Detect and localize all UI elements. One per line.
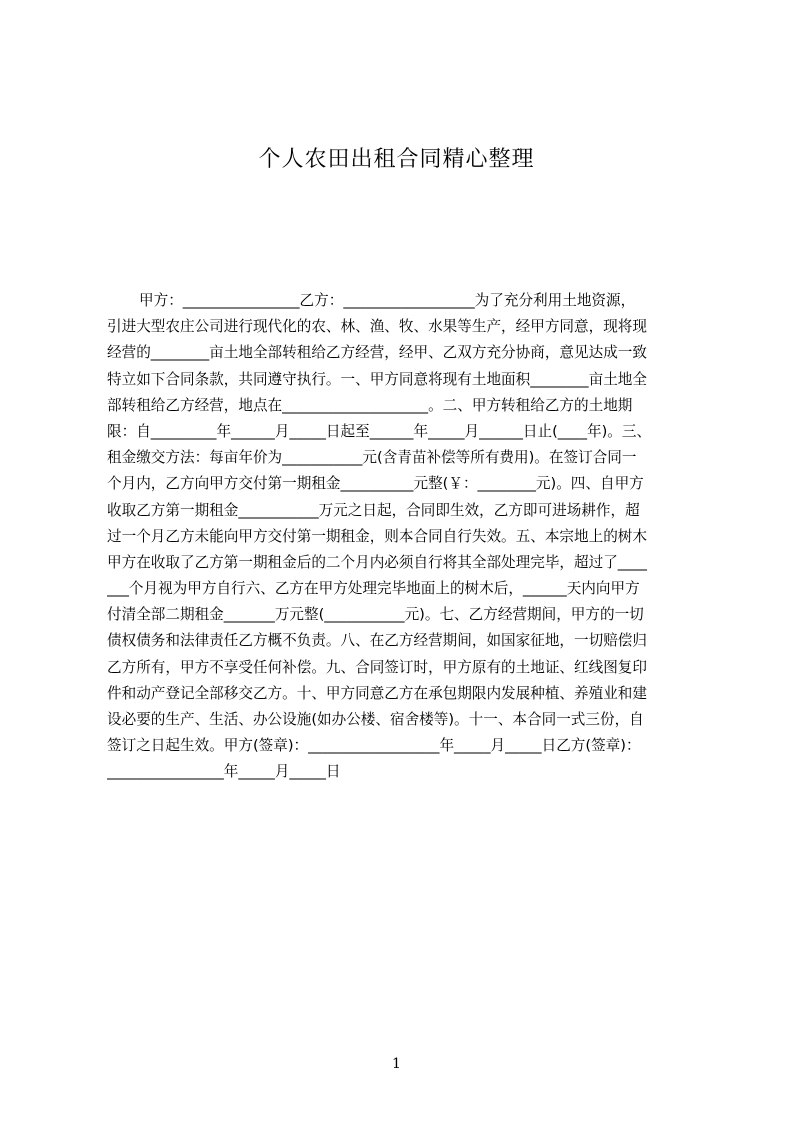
body-line: 签订之日起生效。甲方(签章)：__________________年_____月_____日乙方(签章)： — [107, 737, 641, 755]
body-line: 件和动产登记全部移交乙方。十、甲方同意乙方在承包期限内发展种植、养殖业和建 — [107, 684, 647, 702]
body-line: 甲方在收取了乙方第一期租金后的二个月内必须自行将其全部处理完毕，超过了____ — [107, 553, 647, 571]
body-line: 乙方所有，甲方不享受任何补偿。九、合同签订时，甲方原有的土地证、红线图复印 — [107, 658, 647, 676]
contract-body — [107, 288, 700, 786]
body-line: 个月内，乙方向甲方交付第一期租金__________元整(￥：________元)。四、自甲方 — [107, 475, 644, 493]
body-line: 租金缴交方法：每亩年价为___________元(含青苗补偿等所有费用)。在签订合同一 — [107, 449, 637, 467]
body-line: 过一个月乙方未能向甲方交付第一期租金，则本合同自行失效。五、本宗地上的树木 — [107, 527, 647, 545]
body-line: ________________年_____月_____日 — [107, 763, 341, 781]
body-line: ___个月视为甲方自行六、乙方在甲方处理完毕地面上的树木后，______天内向甲方 — [107, 580, 640, 598]
page-number: 1 — [392, 1056, 401, 1072]
body-line: 甲方：________________乙方：__________________为了充分利用土地资源， — [139, 292, 636, 309]
body-line: 付清全部二期租金_______万元整(___________元)。七、乙方经营期间，甲方的一切 — [107, 606, 644, 624]
body-line: 设必要的生产、生活、办公设施(如办公楼、宿舍楼等)。十一、本合同一式三份，自 — [107, 711, 644, 728]
document-title: 个人农田出租合同精心整理 — [258, 147, 535, 172]
body-line: 特立如下合同条款，共同遵守执行。一、甲方同意将现有土地面积________亩土地全 — [107, 370, 647, 388]
body-line: 债权债务和法律责任乙方概不负责。八、在乙方经营期间，如国家征地，一切赔偿归 — [107, 632, 647, 650]
body-line: 限：自_________年______月_____日起至______年_____月______日止(____年)。三、 — [107, 422, 652, 440]
body-line: 引进大型农庄公司进行现代化的农、林、渔、牧、水果等生产，经甲方同意，现将现 — [107, 318, 647, 336]
body-line: 经营的________亩土地全部转租给乙方经营，经甲、乙双方充分协商，意见达成一致 — [107, 344, 647, 362]
body-line: 收取乙方第一期租金___________万元之日起，合同即生效，乙方即可进场耕作，超 — [107, 501, 640, 519]
body-line: 部转租给乙方经营，地点在____________________。二、甲方转租给乙方的土地期 — [107, 396, 633, 414]
